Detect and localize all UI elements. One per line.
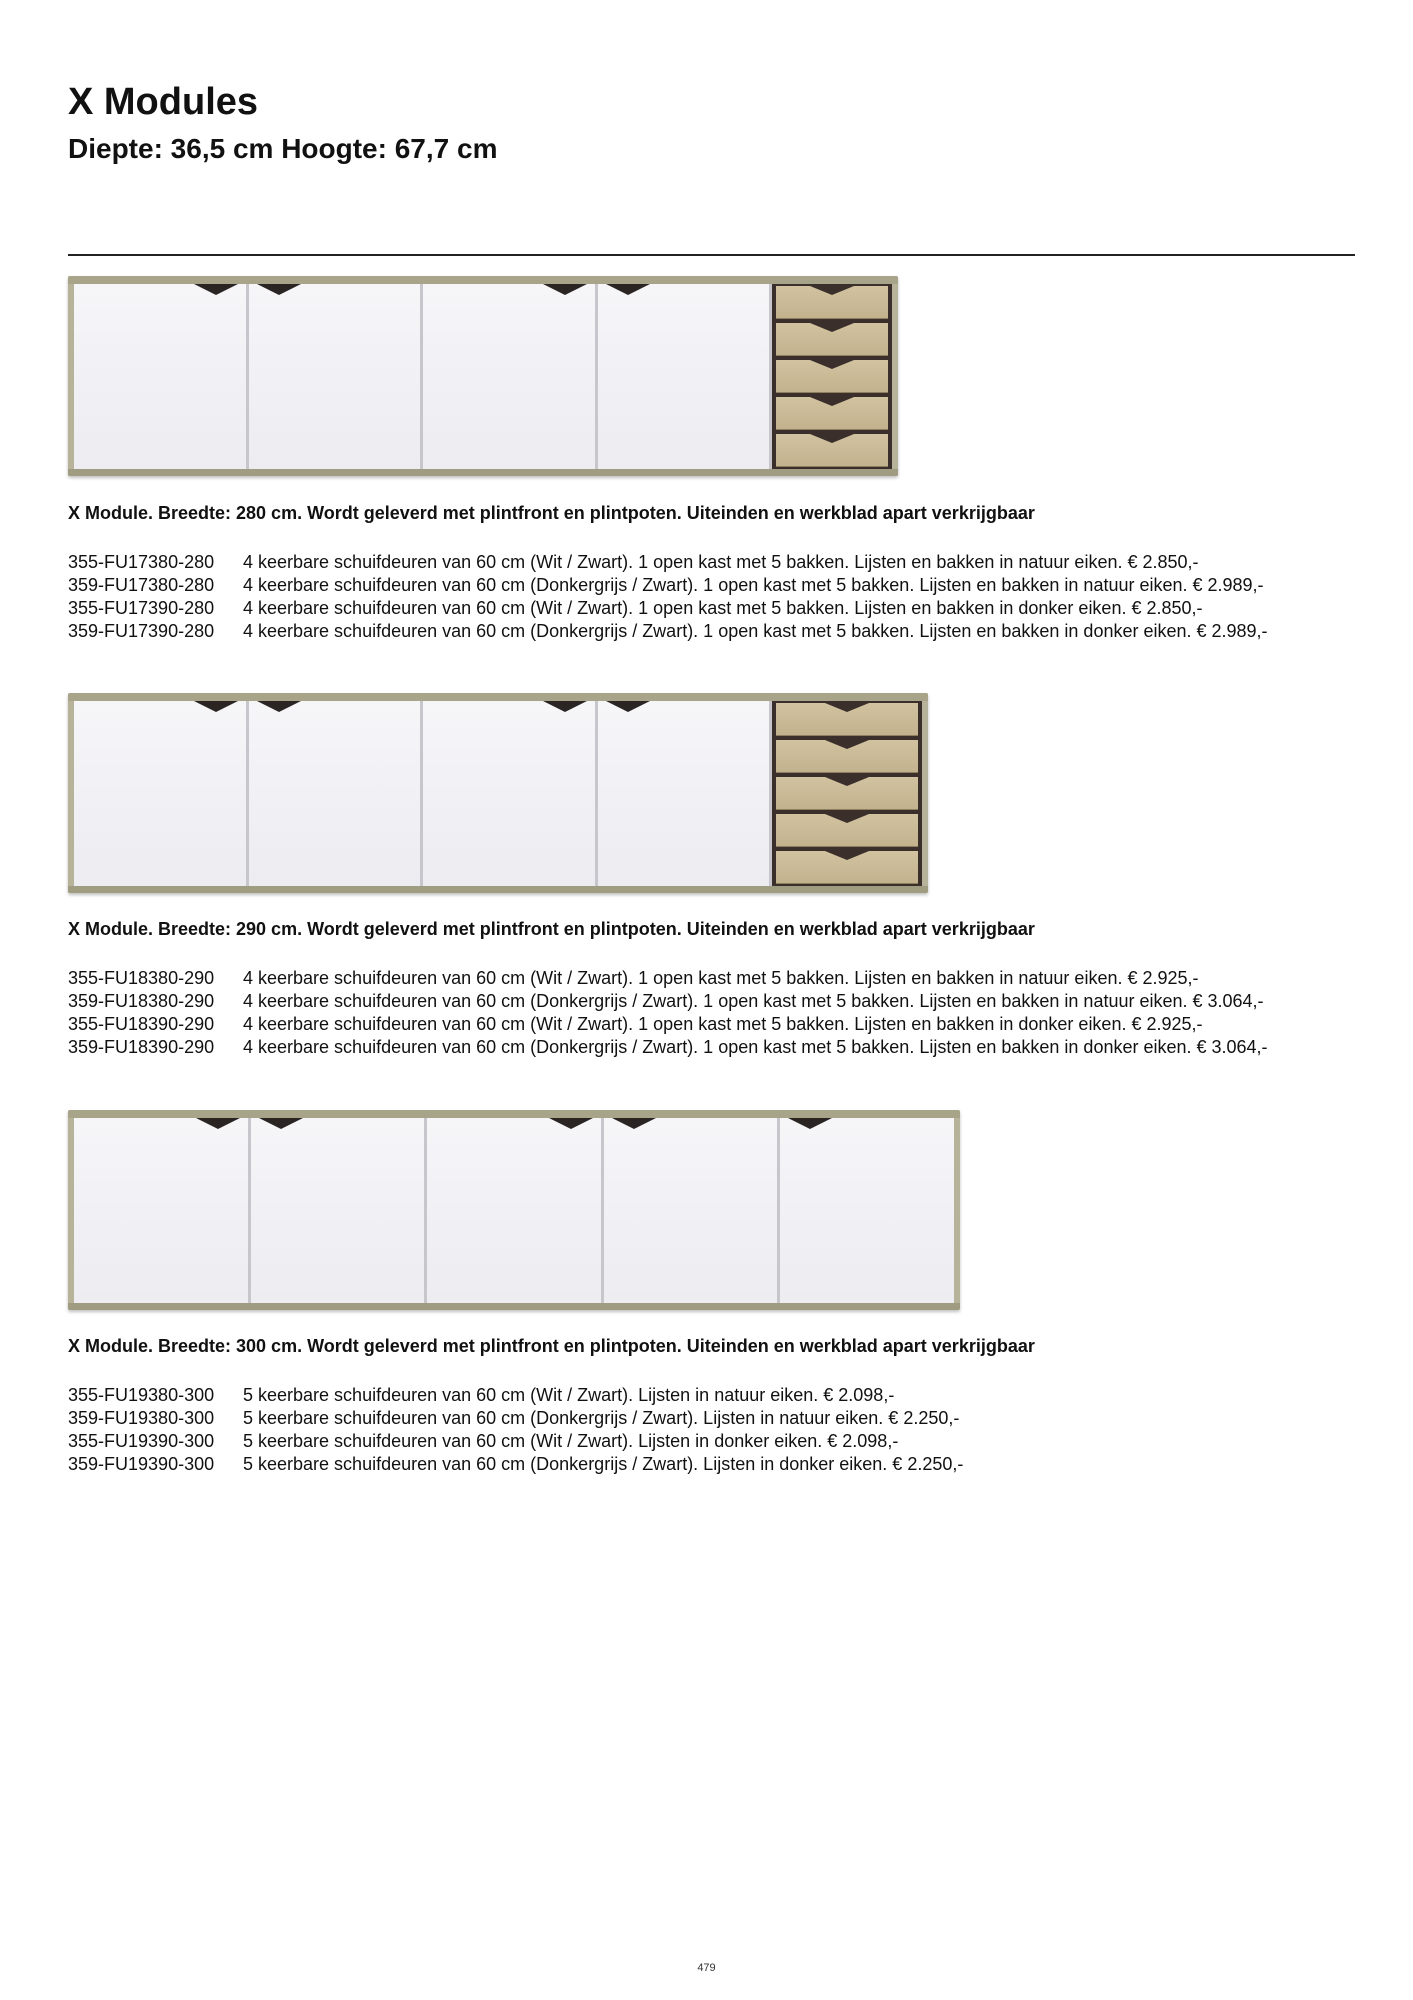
list-item <box>68 967 1368 990</box>
article-code: 359-FU19390-300 <box>68 1453 215 1474</box>
page-subtitle: Diepte: 36,5 cm Hoogte: 67,7 cm <box>68 133 498 164</box>
sliding-door <box>74 284 249 469</box>
sliding-door <box>604 1118 781 1303</box>
drawer <box>776 286 888 319</box>
sideboard-image-280 <box>68 276 898 476</box>
product-description: X Module. Breedte: 300 cm. Wordt geleverd met plintfront en plintpoten. Uiteinden en werkblad apart verkrijgbaar <box>68 1336 1035 1356</box>
list-item <box>68 1453 1368 1476</box>
product-list <box>68 551 1368 643</box>
article-code: 359-FU17380-280 <box>68 574 215 595</box>
list-item <box>68 1013 1368 1036</box>
product-description: X Module. Breedte: 290 cm. Wordt geleverd met plintfront en plintpoten. Uiteinden en werkblad apart verkrijgbaar <box>68 919 1035 939</box>
drawer <box>776 740 918 773</box>
article-text: 4 keerbare schuifdeuren van 60 cm (Donkergrijs / Zwart). 1 open kast met 5 bakken. Lijsten en bakken in donker eiken. € 2.989,- <box>243 620 1268 641</box>
drawer <box>776 323 888 356</box>
sliding-door <box>423 701 598 886</box>
sliding-door <box>249 701 424 886</box>
list-item <box>68 620 1368 643</box>
sliding-door <box>598 701 773 886</box>
sliding-door <box>780 1118 954 1303</box>
list-item <box>68 597 1368 620</box>
sliding-door <box>251 1118 428 1303</box>
product-list <box>68 1384 1368 1476</box>
drawer <box>776 397 888 430</box>
sideboard-image-290 <box>68 693 928 893</box>
header-divider <box>68 254 1355 256</box>
drawer <box>776 434 888 467</box>
sliding-door <box>74 1118 251 1303</box>
article-code: 355-FU17390-280 <box>68 597 215 618</box>
sliding-door <box>74 701 249 886</box>
product-section-280 <box>68 276 1368 643</box>
sliding-door <box>598 284 773 469</box>
product-description: X Module. Breedte: 280 cm. Wordt geleverd met plintfront en plintpoten. Uiteinden en werkblad apart verkrijgbaar <box>68 503 1035 523</box>
list-item <box>68 990 1368 1013</box>
sideboard-image-300 <box>68 1110 960 1310</box>
drawer-stack <box>772 701 922 886</box>
article-code: 359-FU19380-300 <box>68 1407 215 1428</box>
drawer <box>776 777 918 810</box>
article-text: 4 keerbare schuifdeuren van 60 cm (Donkergrijs / Zwart). 1 open kast met 5 bakken. Lijsten en bakken in natuur eiken. € 3.064,- <box>243 990 1264 1011</box>
drawer <box>776 360 888 393</box>
drawer <box>776 814 918 847</box>
list-item <box>68 1407 1368 1430</box>
page-number: 479 <box>697 1962 716 1974</box>
sliding-door <box>427 1118 604 1303</box>
article-code: 355-FU19390-300 <box>68 1430 215 1451</box>
article-text: 4 keerbare schuifdeuren van 60 cm (Wit / Zwart). 1 open kast met 5 bakken. Lijsten en bakken in donker eiken. € 2.925,- <box>243 1013 1203 1034</box>
sliding-door <box>423 284 598 469</box>
article-code: 355-FU18390-290 <box>68 1013 215 1034</box>
article-text: 5 keerbare schuifdeuren van 60 cm (Donkergrijs / Zwart). Lijsten in donker eiken. € 2.250,- <box>243 1453 964 1474</box>
sliding-door <box>249 284 424 469</box>
list-item <box>68 1384 1368 1407</box>
drawer <box>776 851 918 884</box>
product-list <box>68 967 1368 1059</box>
page-title: X Modules <box>68 81 259 123</box>
drawer-stack <box>772 284 892 469</box>
article-text: 4 keerbare schuifdeuren van 60 cm (Donkergrijs / Zwart). 1 open kast met 5 bakken. Lijsten en bakken in donker eiken. € 3.064,- <box>243 1036 1268 1057</box>
article-code: 355-FU18380-290 <box>68 967 215 988</box>
article-text: 4 keerbare schuifdeuren van 60 cm (Wit / Zwart). 1 open kast met 5 bakken. Lijsten en bakken in natuur eiken. € 2.850,- <box>243 551 1199 572</box>
list-item <box>68 574 1368 597</box>
article-text: 4 keerbare schuifdeuren van 60 cm (Wit / Zwart). 1 open kast met 5 bakken. Lijsten en bakken in natuur eiken. € 2.925,- <box>243 967 1199 988</box>
article-text: 5 keerbare schuifdeuren van 60 cm (Wit / Zwart). Lijsten in donker eiken. € 2.098,- <box>243 1430 899 1451</box>
list-item <box>68 551 1368 574</box>
product-section-290 <box>68 693 1368 1059</box>
article-text: 5 keerbare schuifdeuren van 60 cm (Donkergrijs / Zwart). Lijsten in natuur eiken. € 2.250,- <box>243 1407 960 1428</box>
article-code: 355-FU17380-280 <box>68 551 215 572</box>
article-text: 4 keerbare schuifdeuren van 60 cm (Donkergrijs / Zwart). 1 open kast met 5 bakken. Lijsten en bakken in natuur eiken. € 2.989,- <box>243 574 1264 595</box>
article-code: 355-FU19380-300 <box>68 1384 215 1405</box>
drawer <box>776 703 918 736</box>
article-code: 359-FU18380-290 <box>68 990 215 1011</box>
list-item <box>68 1036 1368 1059</box>
article-text: 5 keerbare schuifdeuren van 60 cm (Wit / Zwart). Lijsten in natuur eiken. € 2.098,- <box>243 1384 895 1405</box>
article-text: 4 keerbare schuifdeuren van 60 cm (Wit / Zwart). 1 open kast met 5 bakken. Lijsten en bakken in donker eiken. € 2.850,- <box>243 597 1203 618</box>
article-code: 359-FU17390-280 <box>68 620 215 641</box>
list-item <box>68 1430 1368 1453</box>
article-code: 359-FU18390-290 <box>68 1036 215 1057</box>
product-section-300 <box>68 1110 1368 1476</box>
